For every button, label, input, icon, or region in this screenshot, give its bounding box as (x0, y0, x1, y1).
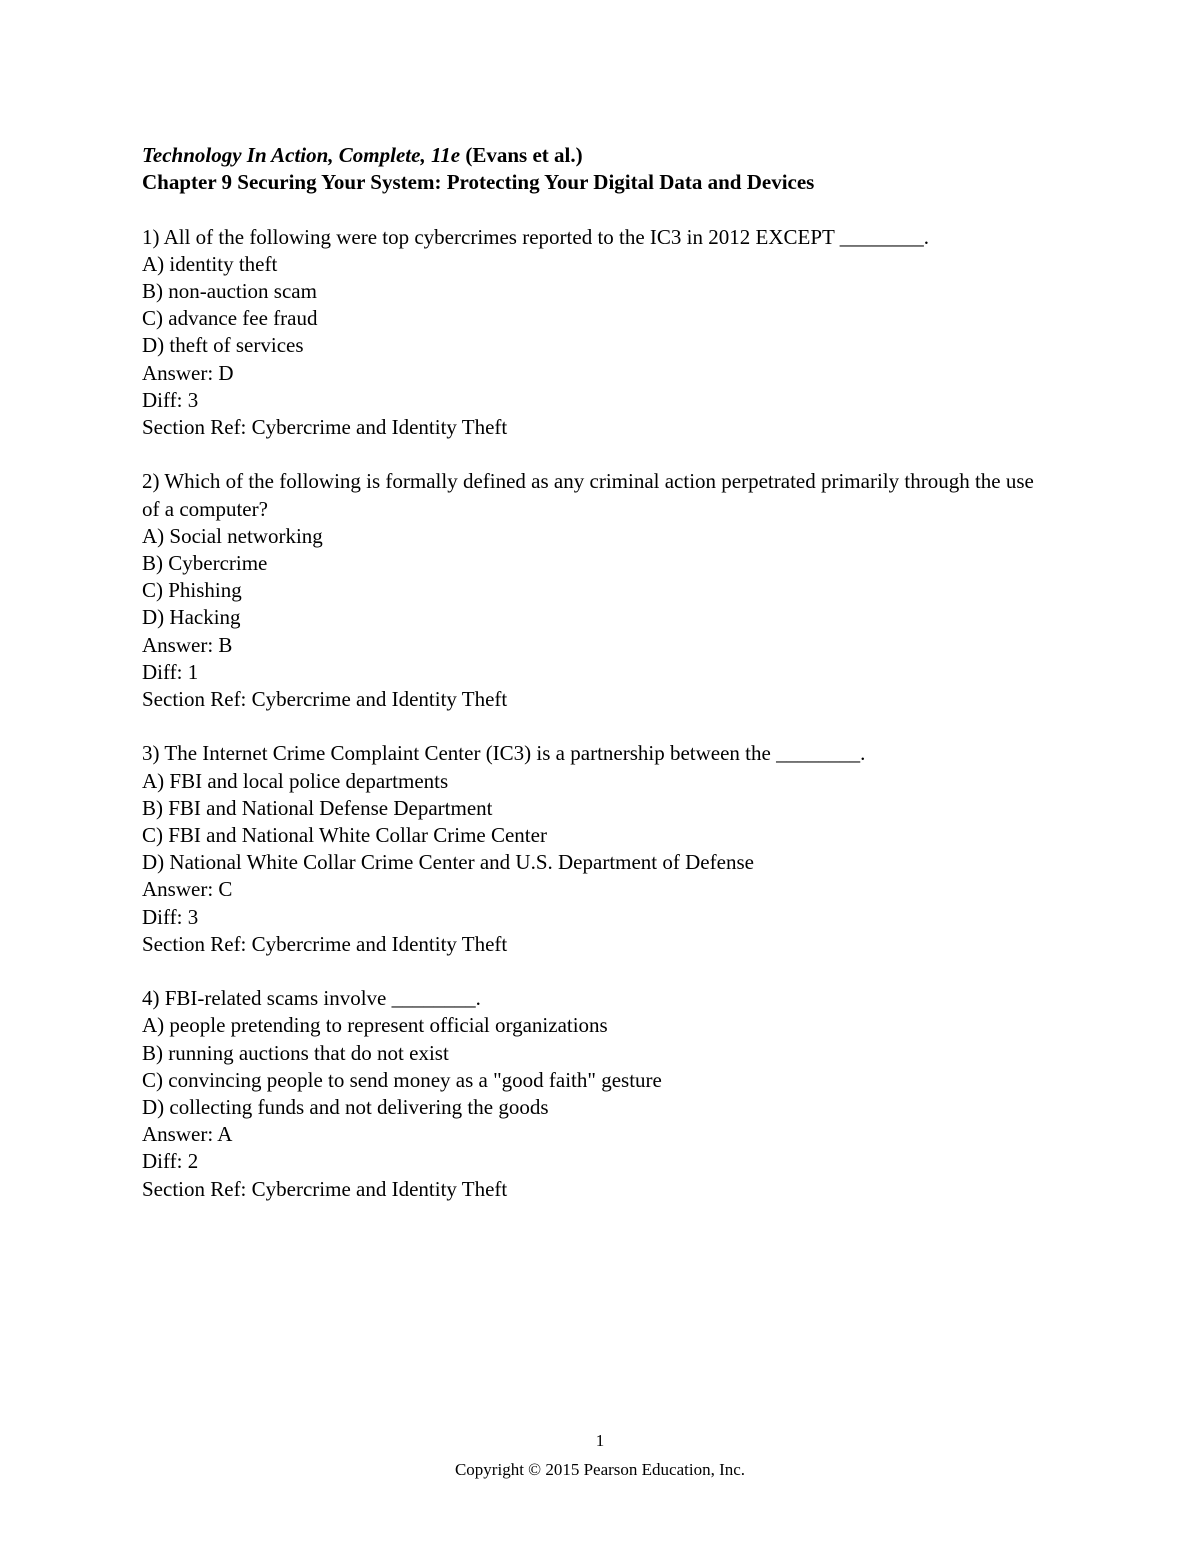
answer-option: C) convincing people to send money as a "good faith" gesture (142, 1067, 662, 1092)
question-stem: 1) All of the following were top cybercrimes reported to the IC3 in 2012 EXCEPT ________. (142, 224, 929, 249)
answer-option: D) National White Collar Crime Center and U.S. Department of Defense (142, 850, 754, 875)
answer-option: C) Phishing (142, 578, 242, 603)
section-reference: Section Ref: Cybercrime and Identity Theft (142, 931, 508, 956)
question-block (142, 985, 1042, 1203)
question-stem: 3) The Internet Crime Complaint Center (IC3) is a partnership between the ________. (142, 741, 866, 766)
answer-option: A) FBI and local police departments (142, 768, 449, 793)
answer-option: C) FBI and National White Collar Crime Center (142, 823, 547, 848)
question-block (142, 224, 1042, 442)
answer-option: B) non-auction scam (142, 279, 317, 303)
section-reference: Section Ref: Cybercrime and Identity Theft (142, 687, 508, 712)
answer-option: A) identity theft (142, 251, 278, 276)
copyright-notice: Copyright © 2015 Pearson Education, Inc. (454, 1460, 746, 1479)
question-block (142, 468, 1042, 713)
difficulty: Diff: 3 (142, 904, 199, 929)
answer-option: B) FBI and National Defense Department (142, 795, 493, 820)
answer-option: B) running auctions that do not exist (142, 1040, 449, 1065)
book-title: Technology In Action, Complete, 11e (142, 143, 461, 167)
correct-answer: Answer: C (142, 877, 233, 902)
answer-option: D) collecting funds and not delivering the goods (142, 1095, 549, 1120)
difficulty: Diff: 2 (142, 1149, 199, 1174)
correct-answer: Answer: B (142, 632, 233, 657)
answer-option: A) people pretending to represent official organizations (142, 1013, 608, 1038)
difficulty: Diff: 1 (142, 659, 199, 684)
question-block (142, 740, 1042, 958)
page-number: 1 (595, 1431, 605, 1450)
book-title-line (142, 142, 1042, 169)
correct-answer: Answer: A (142, 1122, 233, 1147)
page-content (142, 142, 1042, 1203)
book-authors: (Evans et al.) (465, 143, 583, 167)
difficulty: Diff: 3 (142, 387, 199, 412)
section-reference: Section Ref: Cybercrime and Identity Theft (142, 415, 508, 440)
answer-option: B) Cybercrime (142, 551, 268, 576)
chapter-title: Chapter 9 Securing Your System: Protecting Your Digital Data and Devices (142, 170, 815, 195)
question-stem: 4) FBI-related scams involve ________. (142, 986, 481, 1011)
question-stem: 2) Which of the following is formally defined as any criminal action perpetrated primarily through the use of a computer? (142, 469, 1034, 521)
answer-option: D) Hacking (142, 605, 241, 630)
correct-answer: Answer: D (142, 360, 234, 385)
answer-option: D) theft of services (142, 333, 304, 358)
section-reference: Section Ref: Cybercrime and Identity Theft (142, 1176, 508, 1201)
answer-option: C) advance fee fraud (142, 306, 318, 331)
answer-option: A) Social networking (142, 523, 323, 548)
